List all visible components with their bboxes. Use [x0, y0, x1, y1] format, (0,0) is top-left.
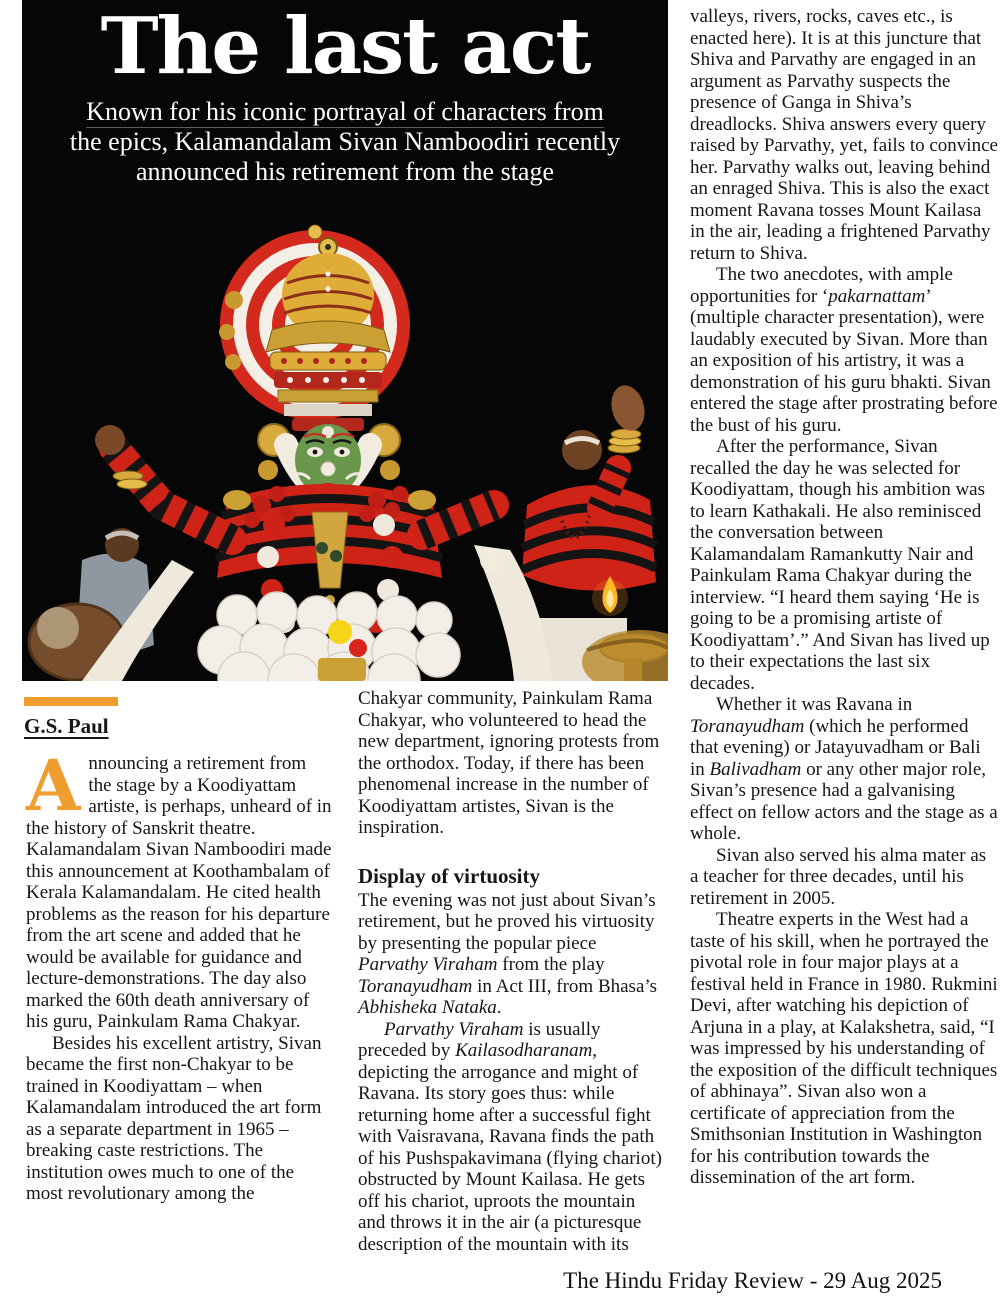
header-photo-block	[22, 0, 668, 681]
byline-author: G.S. Paul	[24, 714, 109, 738]
article-paragraph: The two anecdotes, with ample opportunities for ‘pakarnattam’ (multiple character presentation), were laudably executed by Sivan. More than an exposition of his artistry, it was a demonstration of his guru bhakti. Sivan entered the stage after prostrating before the bust of his guru.	[690, 264, 998, 436]
yellow-pompom	[328, 620, 352, 644]
article-paragraph: Whether it was Ravana in Toranayudham (which he performed that evening) or Jatayuvadham or Bali in Balivadham or any other major role, Sivan’s presence had a galvanising effect on fellow actors and the stage as a whole.	[690, 694, 998, 844]
article-paragraph: Sivan also served his alma mater as a teacher for three decades, until his retirement in 2005.	[690, 844, 987, 909]
article-paragraph: After the performance, Sivan recalled the day he was selected for Koodiyattam, though his ambition was to learn Kathakali. He also reminisced the conversation between Kalamandalam Ramankutty Nair and Painkulam Rama Chakyar during the interview. “I heard them saying ‘He is going to be a promising artiste of Koodiyattam’.” And Sivan has lived up to their expectations the last six decades.	[690, 436, 990, 694]
subtitle-line-1: Known for his iconic portrayal of characters from	[86, 97, 604, 126]
article-title: The last act	[100, 1, 590, 92]
red-flower	[349, 639, 367, 657]
article-paragraph: Besides his excellent artistry, Sivan became the first non-Chakyar to be trained in Koodiyattam – when Kalamandalam introduced the art form as a separate department in 1965 – breaking caste restrictions. The institution owes much to one of the most revolutionary among the	[26, 1032, 322, 1204]
article-paragraph: Theatre experts in the West had a taste of his skill, when he portrayed the pivotal role in four major plays at a festival held in France in 1980. Rukmini Devi, after watching his depiction of Arjuna in a play, at Kalakshetra, said, “I was impressed by his understanding of the exposition of the difficult techniques of abhinaya”. Sivan also won a certificate of appreciation from the Smithsonian Institution in Washington for his contribution towards the dissemination of the art form.	[690, 909, 998, 1188]
column-middle	[358, 688, 666, 1255]
article-subtitle	[22, 97, 668, 187]
article-paragraph: Parvathy Viraham is usually preceded by Kailasodharanam, depicting the arrogance and might of Ravana. Its story goes thus: while returning home after a successful fight with Vaisravana, Ravana finds the path of his Pushspakavimana (flying chariot) obstructed by Mount Kailasa. He gets off his chariot, uproots the mountain and throws it in the air (a picturesque description of the mountain with its	[358, 1018, 662, 1255]
article-paragraph: The evening was not just about Sivan’s retirement, but he proved his virtuosity by presenting the popular piece Parvathy Viraham from the play Toranayudham in Act III, from Bhasa’s Abhisheka Nataka.	[358, 889, 658, 1018]
subtitle-line-2: the epics, Kalamandalam Sivan Namboodiri recently	[69, 127, 621, 156]
column-right	[690, 6, 998, 1189]
footer-credit: The Hindu Friday Review - 29 Aug 2025	[563, 1268, 942, 1293]
article-paragraph: Chakyar community, Painkulam Rama Chakyar, who volunteered to head the new department, ignoring protests from the orthodox. Today, if there has been phenomenal increase in the number of Koodiyattam artistes, Sivan is the inspiration.	[358, 688, 660, 838]
column-left	[26, 744, 334, 1205]
drop-cap: A	[26, 744, 81, 827]
section-subhead: Display of virtuosity	[358, 863, 541, 888]
subtitle-line-3: announced his retirement from the stage	[135, 157, 555, 186]
gold-belt	[318, 658, 366, 681]
article-paragraph: valleys, rivers, rocks, caves etc., is enacted here). It is at this juncture that Shiva and Parvathy are engaged in an argument as Parvathy suspects the presence of Ganga in Shiva’s dreadlocks. Shiva answers every query raised by Parvathy, yet, fails to convince her. Parvathy walks out, leaving behind an enraged Shiva. This is also the exact moment Ravana tosses Mount Kailasa in the air, leading a frightened Parvathy return to Shiva.	[690, 6, 998, 264]
byline-accent-bar	[24, 697, 118, 706]
article-paragraph: Announcing a retirement from the stage by a Koodiyattam artiste, is perhaps, unheard of in the history of Sanskrit theatre. Kalamandalam Sivan Namboodiri made this announcement at Koothambalam of Kerala Kalamandalam. He cited health problems as the reason for his departure from the art scene and added that he would be available for guidance and lecture-demonstrations. The day also marked the 60th death anniversary of his guru, Painkulam Rama Chakyar.	[26, 744, 332, 1032]
